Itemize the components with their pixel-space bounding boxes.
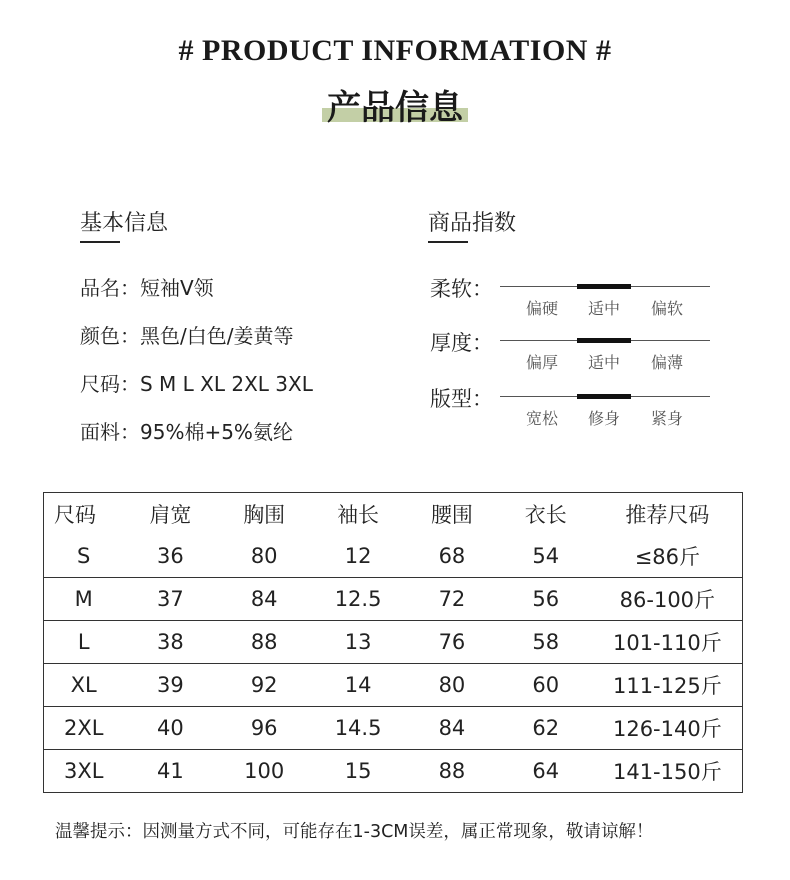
header-chest: 胸围 xyxy=(243,503,286,527)
index-thickness-option-3: 偏薄 xyxy=(650,353,683,372)
header-size: 尺码 xyxy=(54,503,96,527)
cell-length: 56 xyxy=(532,587,560,611)
cell-waist: 88 xyxy=(438,759,466,783)
cell-sleeve: 13 xyxy=(344,630,372,654)
cell-chest: 80 xyxy=(250,544,278,568)
cell-sleeve: 12 xyxy=(344,544,372,568)
index-thickness-option-1: 偏厚 xyxy=(525,353,558,372)
cell-sleeve: 12.5 xyxy=(334,587,382,611)
cell-recommended: ≤86斤 xyxy=(634,545,701,569)
header-shoulder: 肩宽 xyxy=(149,503,192,527)
index-thickness-marker xyxy=(577,338,631,343)
table-row xyxy=(44,578,743,621)
product-index-heading xyxy=(428,206,516,237)
cell-recommended: 111-125斤 xyxy=(612,674,722,698)
cell-recommended: 126-140斤 xyxy=(612,717,722,741)
cell-waist: 72 xyxy=(438,587,466,611)
cell-recommended: 101-110斤 xyxy=(612,631,722,655)
cell-sleeve: 14 xyxy=(344,673,372,697)
cell-chest: 84 xyxy=(250,587,278,611)
basic-info-heading xyxy=(80,206,168,237)
cell-size: 3XL xyxy=(63,759,104,783)
table-row xyxy=(44,750,743,793)
chinese-title: 产品信息 xyxy=(327,88,463,128)
chinese-title-wrap xyxy=(0,80,790,129)
cell-size: S xyxy=(77,544,91,568)
index-softness-option-1: 偏硬 xyxy=(525,299,558,318)
index-softness-label: 柔软： xyxy=(430,277,493,301)
cell-sleeve: 14.5 xyxy=(334,716,382,740)
cell-size: 2XL xyxy=(63,716,104,740)
cell-shoulder: 37 xyxy=(156,587,184,611)
english-title: # PRODUCT INFORMATION # xyxy=(178,34,612,67)
cell-sleeve: 15 xyxy=(344,759,372,783)
cell-chest: 100 xyxy=(244,759,285,783)
index-fit-option-3: 紧身 xyxy=(650,409,683,428)
cell-shoulder: 38 xyxy=(156,630,184,654)
basic-info-heading-text: 基本信息 xyxy=(80,211,169,236)
cell-waist: 80 xyxy=(438,673,466,697)
header-waist: 腰围 xyxy=(430,503,473,527)
table-row xyxy=(44,535,743,578)
index-softness-option-2: 适中 xyxy=(587,299,620,318)
cell-shoulder: 40 xyxy=(156,716,184,740)
cell-chest: 88 xyxy=(250,630,278,654)
index-fit-marker xyxy=(577,394,631,399)
table-row xyxy=(44,707,743,750)
cell-size: L xyxy=(77,630,90,654)
cell-waist: 84 xyxy=(438,716,466,740)
cell-recommended: 86-100斤 xyxy=(619,588,716,612)
index-fit-label: 版型： xyxy=(430,387,493,411)
cell-recommended: 141-150斤 xyxy=(612,760,722,784)
cell-length: 54 xyxy=(532,544,560,568)
size-table xyxy=(43,492,743,793)
cell-length: 62 xyxy=(532,716,560,740)
table-row xyxy=(44,664,743,707)
cell-shoulder: 36 xyxy=(156,544,184,568)
cell-length: 60 xyxy=(532,673,560,697)
header-recommended: 推荐尺码 xyxy=(625,503,710,527)
header-sleeve: 袖长 xyxy=(337,503,380,527)
cell-waist: 76 xyxy=(438,630,466,654)
cell-shoulder: 41 xyxy=(156,759,184,783)
info-row-color: 颜色：黑色/白色/姜黄等 xyxy=(80,324,294,348)
measurement-tip: 温馨提示：因测量方式不同，可能存在1-3CM误差，属正常现象，敬请谅解！ xyxy=(55,822,654,842)
cell-size: XL xyxy=(70,673,97,697)
info-row-name: 品名：短袖V领 xyxy=(80,276,214,300)
cell-shoulder: 39 xyxy=(156,673,184,697)
product-index-heading-text: 商品指数 xyxy=(428,211,517,236)
cell-length: 64 xyxy=(532,759,560,783)
cell-chest: 96 xyxy=(250,716,278,740)
cell-size: M xyxy=(74,587,93,611)
info-row-size: 尺码：S M L XL 2XL 3XL xyxy=(80,372,313,396)
cell-chest: 92 xyxy=(250,673,278,697)
cell-waist: 68 xyxy=(438,544,466,568)
cell-length: 58 xyxy=(532,630,560,654)
table-row xyxy=(44,621,743,664)
product-index-underline xyxy=(428,241,468,243)
info-row-fabric: 面料：95%棉+5%氨纶 xyxy=(80,420,293,444)
basic-info-underline xyxy=(80,241,120,243)
size-table-header xyxy=(44,493,743,536)
index-softness-marker xyxy=(577,284,631,289)
header-length: 衣长 xyxy=(524,503,567,527)
index-thickness-option-2: 适中 xyxy=(587,353,620,372)
index-softness-option-3: 偏软 xyxy=(650,299,683,318)
index-thickness-label: 厚度： xyxy=(430,331,493,355)
index-fit-option-1: 宽松 xyxy=(525,409,558,428)
index-fit-option-2: 修身 xyxy=(587,409,620,428)
